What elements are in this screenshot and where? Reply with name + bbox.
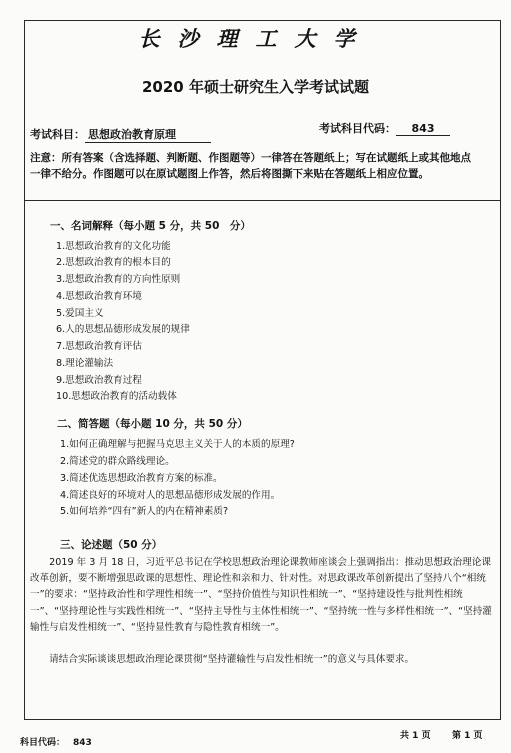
- footer-subject-code: [20, 735, 92, 748]
- section1-title: 一、名词解释（每小题 5 分，共 50 分）: [50, 220, 251, 232]
- term-item: 7.思想政治教育评估: [56, 341, 142, 352]
- question-item: 3.简述优选思想政治教育方案的标准。: [60, 473, 223, 484]
- subject-code-row: [319, 120, 450, 136]
- footer-code-value: 843: [73, 738, 92, 748]
- subject-row: [30, 126, 211, 143]
- subject-value: 思想政治教育原理: [85, 126, 211, 143]
- footer-page-count: 共 1 页: [400, 731, 431, 741]
- university-name: 长沙理工大学: [138, 26, 373, 51]
- essay-prompt-paragraph: 2019 年 3 月 18 日，习近平总书记在学校思想政治理论课教师座谈会上强调指出：推动思想政治理论课改革创新，要不断增强思政课的思想性、理论性和亲和力、针对性。对思政课改革创新提出了坚持八个“相统一”的要求：“坚持政治性和学理性相统一”、“坚持价值性与知识性相统一”、“坚持建设性与批判性相统一”、“坚持理论性与实践性相统一”、“坚持主导性与主体性相统一”、“坚持统一性与多样性相统一”、“坚持灌输性与启发性相统一”、“坚持显性教育与隐性教育相统一”。: [30, 557, 492, 633]
- subject-code-label: 考试科目代码：: [319, 122, 396, 135]
- exam-title: 2020 年硕士研究生入学考试试题: [142, 78, 369, 96]
- term-item: 4.思想政治教育环境: [56, 291, 142, 302]
- question-item: 1.如何正确理解与把握马克思主义关于人的本质的原理?: [60, 439, 295, 450]
- footer-code-label: 科目代码：: [20, 738, 66, 748]
- question-item: 5.如何培养“四有”新人的内在精神素质?: [60, 506, 229, 517]
- term-item: 8.理论灌输法: [56, 358, 114, 369]
- subject-code-value: 843: [396, 122, 450, 136]
- exam-notice: 注意：所有答案（含选择题、判断题、作图题等）一律答在答题纸上；写在试题纸上或其他地点一律不给分。作图题可以在原试题图上作答，然后将图撕下来贴在答题纸上相应位置。: [30, 152, 471, 180]
- term-item: 3.思想政治教育的方向性原则: [56, 274, 181, 285]
- notice-divider: [24, 200, 501, 201]
- term-item: 5.爱国主义: [56, 308, 104, 319]
- section3-title: 三、论述题（50 分）: [60, 539, 163, 551]
- question-item: 4.简述良好的环境对人的思想品德形成发展的作用。: [60, 490, 281, 501]
- term-item: 1.思想政治教育的文化功能: [56, 241, 171, 252]
- subject-label: 考试科目：: [30, 128, 85, 141]
- question-item: 2.简述党的群众路线理论。: [60, 456, 175, 467]
- footer-page-number: 第 1 页: [452, 731, 483, 741]
- term-item: 10.思想政治教育的活动载体: [56, 391, 177, 402]
- term-item: 9.思想政治教育过程: [56, 375, 142, 386]
- term-item: 2.思想政治教育的根本目的: [56, 257, 171, 268]
- term-item: 6.人的思想品德形成发展的规律: [56, 324, 190, 335]
- essay-question-paragraph: 请结合实际谈谈思想政治理论课贯彻“坚持灌输性与启发性相统一”的意义与具体要求。: [30, 654, 415, 665]
- section2-title: 二、简答题（每小题 10 分，共 50 分）: [57, 418, 248, 430]
